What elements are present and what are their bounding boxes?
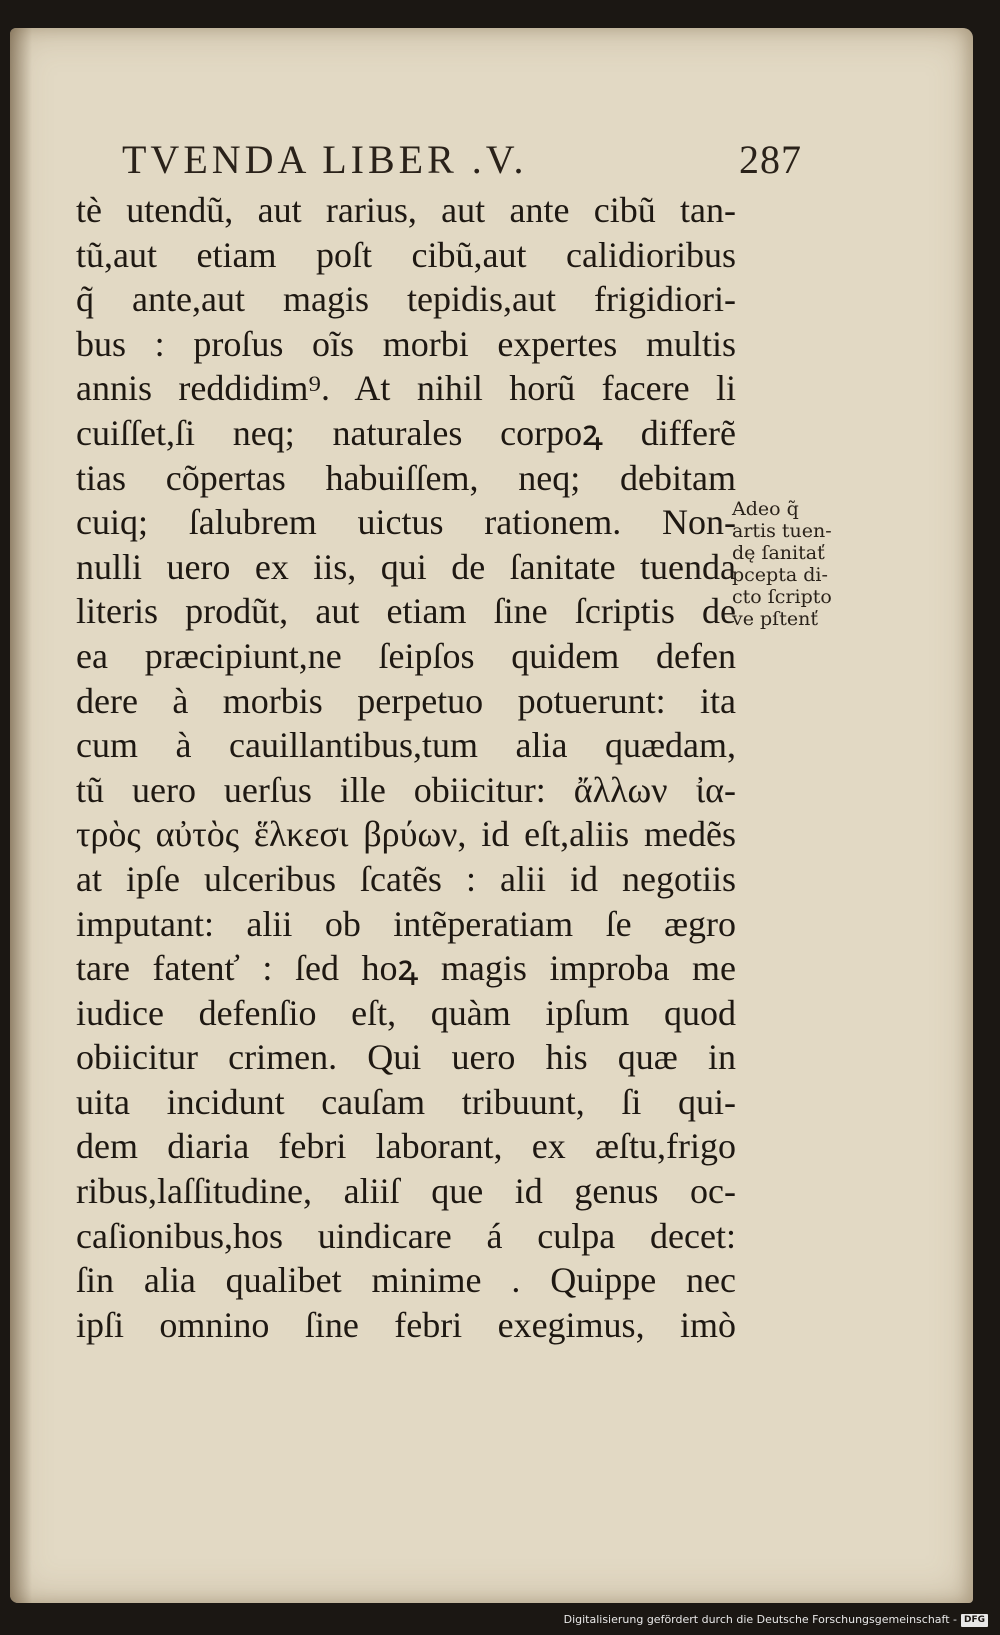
marginal-note [732,498,862,630]
text-line: ribus,laſſitudine, aliiſ que id genus oc- [76,1171,736,1212]
text-line: obiicitur crimen. Qui uero his quæ in [76,1037,736,1078]
text-line: cuiſſet,ſi neq; naturales corpoꝝ differẽ [76,412,736,453]
text-line: nulli uero ex iis, qui de ſanitate tuenda [76,546,736,587]
text-line: ea præcipiunt,ne ſeipſos quidem defen [76,635,736,676]
text-line: dere à morbis perpetuo potuerunt: ita [76,680,736,721]
text-line: τρὸς αὐτὸς ἕλκεσι βρύων, id eſt,aliis medẽs [76,814,736,855]
text-line: cuiq; ſalubrem uictus rationem. Non- [76,502,736,543]
text-line: dem diaria febri laborant, ex æſtu,frigo [76,1126,736,1167]
text-line: ipſi omnino ſine febri exegimus, imò [76,1304,736,1345]
marginal-line: dę ſanitať [732,542,825,564]
text-line: tè utendũ, aut rarius, aut ante cibũ tan- [76,190,736,230]
digitization-credit [564,1611,988,1629]
text-line: annis reddidim⁹. At nihil horũ facere li [76,368,736,409]
text-line: bus : proſus oĩs morbi expertes multis [76,323,736,364]
marginal-line: ve pſtenť [732,608,818,630]
text-line: imputant: alii ob intẽperatiam ſe ægro [76,903,736,944]
running-header [122,136,802,186]
text-line: q̃ ante,aut magis tepidis,aut frigidiori- [76,279,736,320]
marginal-line: Adeo q̃ [732,498,799,520]
text-line: tias cõpertas habuiſſem, neq; debitam [76,457,736,498]
text-line: tare fatenť : ſed hoꝝ magis improba me [76,948,736,989]
text-line: literis prodũt, aut etiam ſine ſcriptis de [76,591,736,632]
marginal-line: pcepta di- [732,564,828,586]
running-title: TVENDA LIBER .V. [122,137,528,182]
book-page [10,28,973,1603]
text-line: tũ,aut etiam poſt cibũ,aut calidioribus [76,234,736,275]
text-line: iudice defenſio eſt, quàm ipſum quod [76,992,736,1033]
text-line: tũ uero uerſus ille obiicitur: ἄλλων ἰα- [76,769,736,810]
credit-text: Digitalisierung gefördert durch die Deutsche Forschungsgemeinschaft - [563,1613,957,1626]
body-text [76,188,736,1347]
text-line: cum à cauillantibus,tum alia quædam, [76,725,736,766]
text-line: caſionibus,hos uindicare á culpa decet: [76,1215,736,1256]
marginal-line: artis tuen- [732,520,832,542]
page-number: 287 [739,137,802,182]
text-line: ſin alia qualibet minime . Quippe nec [76,1260,736,1301]
dfg-logo: DFG [961,1614,988,1627]
marginal-line: cto ſcripto [732,586,832,608]
text-line: uita incidunt cauſam tribuunt, ſi qui- [76,1081,736,1122]
text-line: at ipſe ulceribus ſcatẽs : alii id negotiis [76,858,736,899]
